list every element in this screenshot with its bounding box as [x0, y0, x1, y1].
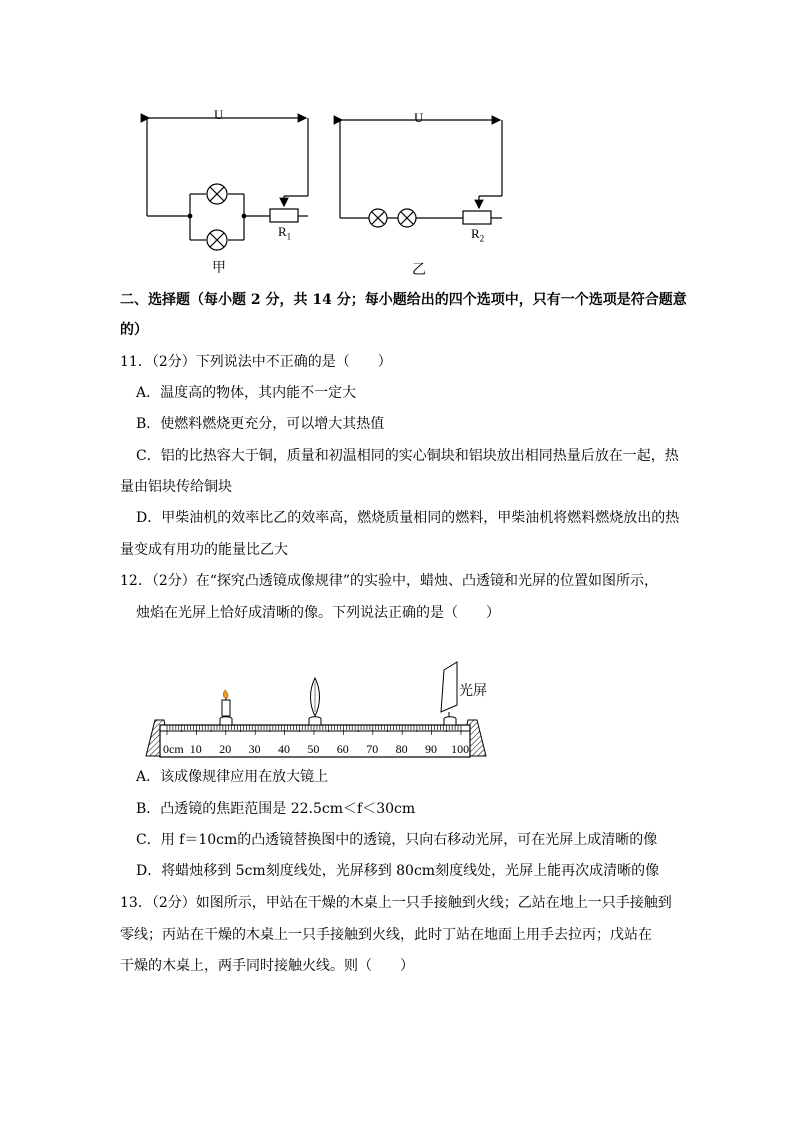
screen-icon — [441, 662, 457, 725]
ruler-tick-label: 10 — [189, 742, 202, 756]
resistor-letter: R — [278, 224, 287, 239]
ruler-unit-label: 0cm — [163, 742, 184, 756]
q12-option-c: C．用 f＝10cm的凸透镜替换图中的透镜，只向右移动光屏，可在光屏上成清晰的像 — [136, 832, 658, 848]
q12-stem-cont: 烛焰在光屏上恰好成清晰的像。下列说法正确的是（ ） — [136, 605, 500, 621]
q11-option-c: C．铝的比热容大于铜，质量和初温相同的实心铜块和铝块放出相同热量后放在一起，热 — [136, 448, 679, 464]
resistor-subscript: 2 — [479, 233, 485, 244]
resistor-label-r1 — [278, 224, 291, 245]
q11-option-b: B．使燃料燃烧更充分，可以增大其热值 — [136, 416, 385, 432]
caption-jia: 甲 — [212, 260, 226, 276]
q11-option-d-cont: 量变成有用功的能量比乙大 — [120, 542, 288, 558]
q12-option-b: B．凸透镜的焦距范围是 22.5cm＜f＜30cm — [136, 801, 416, 817]
convex-lens-icon — [309, 678, 321, 725]
voltage-label-yi: U — [414, 110, 424, 125]
lamp-icon — [398, 209, 416, 227]
ruler-tick-label: 80 — [395, 742, 408, 756]
resistor-letter: R — [471, 226, 480, 241]
q12-option-a: A．该成像规律应用在放大镜上 — [136, 769, 329, 785]
screen-label: 光屏 — [459, 683, 487, 699]
section-title-cont: 的） — [120, 322, 148, 338]
lamp-icon — [207, 184, 227, 204]
resistor-subscript: 1 — [286, 231, 292, 242]
q13-stem-cont: 零线；丙站在干燥的木桌上一只手接触到火线，此时丁站在地面上用手去拉丙；戊站在 — [120, 927, 652, 943]
ruler-tick-label: 70 — [366, 742, 379, 756]
q13-stem: 13．（2分）如图所示，甲站在干燥的木桌上一只手接触到火线；乙站在地上一只手接触到 — [120, 895, 672, 911]
q12-option-d: D．将蜡烛移到 5cm刻度线处，光屏移到 80cm刻度线处，光屏上能再次成清晰的像 — [136, 863, 660, 879]
resistor-label-r2 — [471, 226, 484, 247]
q11-option-d: D．甲柴油机的效率比乙的效率高，燃烧质量相同的燃料，甲柴油机将燃料燃烧放出的热 — [136, 510, 680, 526]
lamp-icon — [207, 230, 227, 250]
ruler-tick-label: 40 — [278, 742, 290, 756]
section-title: 二、选择题（每小题 2 分，共 14 分；每小题给出的四个选项中，只有一个选项是符合题意 — [120, 292, 687, 308]
ruler-tick-label: 50 — [307, 742, 320, 756]
lamp-icon — [369, 209, 387, 227]
caption-yi: 乙 — [412, 262, 426, 278]
ruler-tick-label: 30 — [248, 742, 261, 756]
ruler-tick-label: 60 — [336, 742, 349, 756]
ruler-tick-label: 20 — [219, 742, 232, 756]
q11-stem: 11．（2分）下列说法中不正确的是（ ） — [120, 354, 392, 370]
rheostat-r2-icon — [463, 211, 491, 224]
ruler-tick-label: 100 — [451, 742, 470, 756]
q11-option-c-cont: 量由铝块传给铜块 — [120, 479, 232, 495]
candle-icon — [220, 690, 232, 725]
q13-stem-cont2: 干燥的木桌上，两手同时接触火线。则（ ） — [120, 958, 414, 974]
ruler-tick-label: 90 — [425, 742, 437, 756]
q11-option-a: A．温度高的物体，其内能不一定大 — [136, 385, 357, 401]
rheostat-r1-icon — [270, 209, 298, 222]
voltage-label-jia: U — [214, 107, 224, 122]
q12-stem: 12．（2分）在“探究凸透镜成像规律”的实验中，蜡烛、凸透镜和光屏的位置如图所示， — [120, 573, 659, 589]
circuit-yi — [340, 120, 502, 227]
